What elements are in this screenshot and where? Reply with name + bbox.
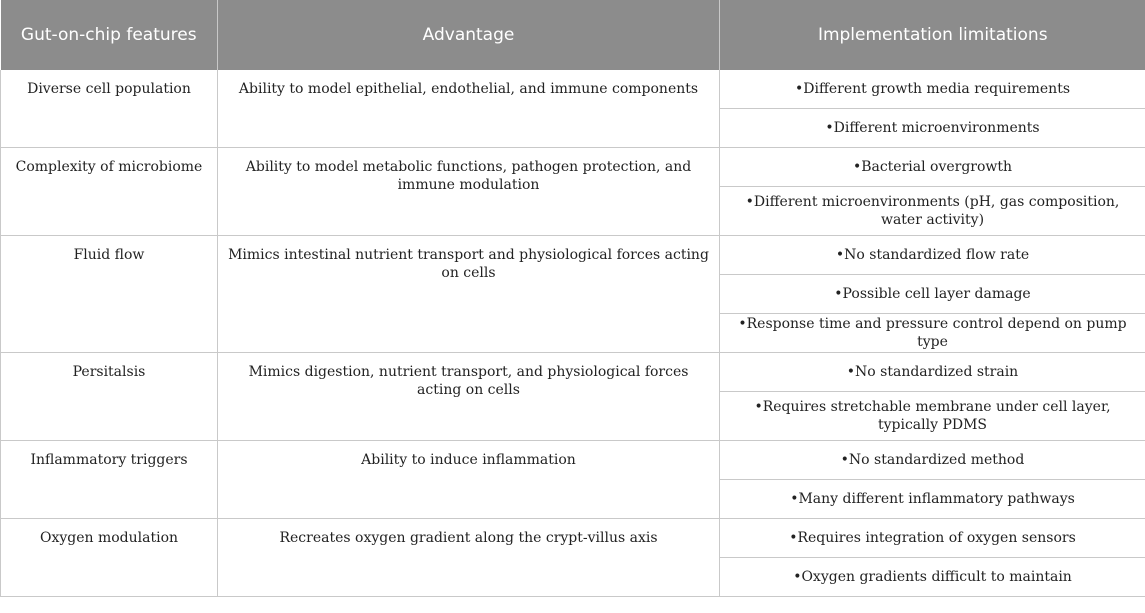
table-row <box>1 519 1145 558</box>
header-limitations: Implementation limitations <box>720 0 1145 70</box>
feature-cell: Complexity of microbiome <box>1 148 218 236</box>
advantage-cell: Mimics intestinal nutrient transport and physiological forces acting on cells <box>218 236 720 353</box>
limitation-cell: •Possible cell layer damage <box>720 275 1145 314</box>
header-features: Gut-on-chip features <box>1 0 218 70</box>
limitation-cell: •No standardized flow rate <box>720 236 1145 275</box>
table-row <box>1 70 1145 109</box>
limitation-cell: •Different growth media requirements <box>720 70 1145 109</box>
header-advantage: Advantage <box>218 0 720 70</box>
advantage-cell: Recreates oxygen gradient along the crypt-villus axis <box>218 519 720 597</box>
limitation-cell: •Different microenvironments (pH, gas composition, water activity) <box>720 187 1145 236</box>
limitation-cell: •Many different inflammatory pathways <box>720 480 1145 519</box>
table-row <box>1 236 1145 275</box>
limitation-cell: •Oxygen gradients difficult to maintain <box>720 558 1145 597</box>
limitation-cell: •No standardized method <box>720 441 1145 480</box>
feature-cell: Oxygen modulation <box>1 519 218 597</box>
feature-cell: Fluid flow <box>1 236 218 353</box>
advantage-cell: Ability to model metabolic functions, pathogen protection, and immune modulation <box>218 148 720 236</box>
table-row <box>1 148 1145 187</box>
limitation-cell: •Requires stretchable membrane under cell layer, typically PDMS <box>720 392 1145 441</box>
advantage-cell: Ability to induce inflammation <box>218 441 720 519</box>
feature-cell: Inflammatory triggers <box>1 441 218 519</box>
feature-cell: Diverse cell population <box>1 70 218 148</box>
limitation-cell: •No standardized strain <box>720 353 1145 392</box>
advantage-cell: Mimics digestion, nutrient transport, and physiological forces acting on cells <box>218 353 720 441</box>
feature-cell: Persitalsis <box>1 353 218 441</box>
limitation-cell: •Response time and pressure control depend on pump type <box>720 314 1145 353</box>
table-row <box>1 353 1145 392</box>
limitation-cell: •Different microenvironments <box>720 109 1145 148</box>
advantage-cell: Ability to model epithelial, endothelial, and immune components <box>218 70 720 148</box>
limitation-cell: •Requires integration of oxygen sensors <box>720 519 1145 558</box>
header-row <box>1 0 1145 70</box>
limitation-cell: •Bacterial overgrowth <box>720 148 1145 187</box>
table-row <box>1 441 1145 480</box>
